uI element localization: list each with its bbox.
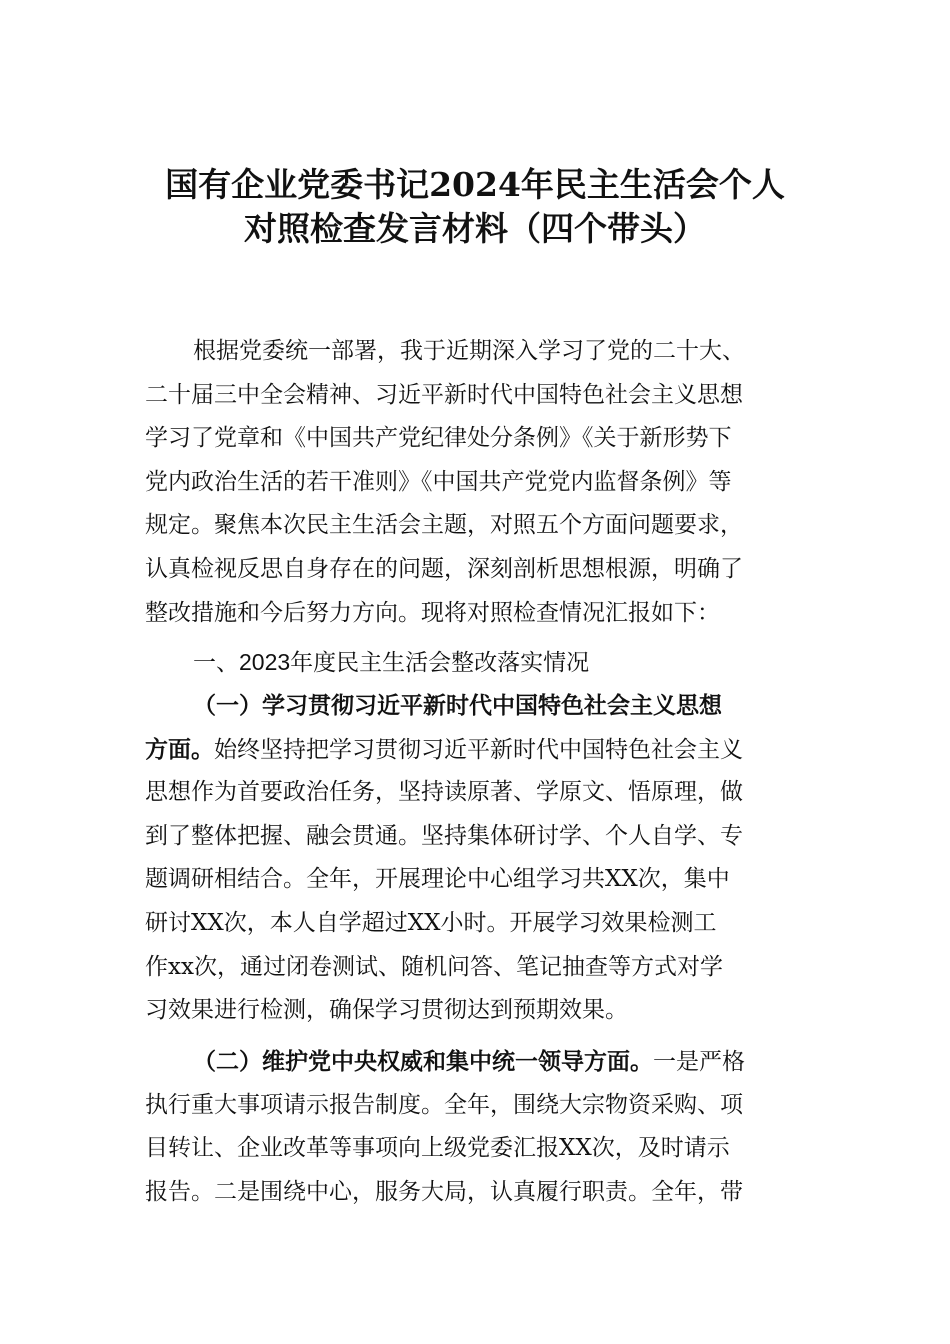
section-1-subsection-2 — [145, 1040, 807, 1214]
para-line — [145, 1040, 807, 1084]
para-line: 思想作为首要政治任务，坚持读原著、学原文、悟原理，做 — [145, 779, 743, 806]
section-heading-1: 一、2023年度民主生活会整改落实情况 — [193, 649, 590, 675]
intro-line: 党内政治生活的若干准则》《中国共产党党内监督条例》等 — [145, 468, 732, 495]
subsection-heading-tail: 方面。 — [145, 735, 214, 763]
intro-line: 规定。聚焦本次民主生活会主题，对照五个方面问题要求， — [145, 512, 743, 539]
intro-line: 整改措施和今后努力方向。现将对照检查情况汇报如下： — [145, 599, 720, 626]
para-text: 始终坚持把学习贯彻习近平新时代中国特色社会主义 — [214, 736, 743, 763]
intro-line: 根据党委统一部署，我于近期深入学习了党的二十大、 — [193, 338, 745, 364]
para-line — [145, 728, 807, 772]
para-line: 研讨XX次，本人自学超过XX小时。开展学习效果检测工 — [145, 909, 717, 936]
document-title-line-2: 对照检查发言材料（四个带头） — [244, 209, 706, 248]
para-line: 习效果进行检测，确保学习贯彻达到预期效果。 — [145, 997, 628, 1024]
subsection-heading: （一）学习贯彻习近平新时代中国特色社会主义思想 — [193, 692, 722, 719]
para-line: 目转让、企业改革等事项向上级党委汇报XX次，及时请示 — [145, 1135, 730, 1162]
intro-paragraph — [145, 330, 807, 635]
para-line: 题调研相结合。全年，开展理论中心组学习共XX次，集中 — [145, 866, 730, 893]
para-text: 一是严格 — [653, 1049, 745, 1075]
para-line: 执行重大事项请示报告制度。全年，围绕大宗物资采购、项 — [145, 1091, 743, 1118]
intro-line: 二十届三中全会精神、习近平新时代中国特色社会主义思想 — [145, 381, 743, 408]
para-line: 到了整体把握、融会贯通。坚持集体研讨学、个人自学、专 — [145, 822, 743, 849]
document-title-line-1: 国有企业党委书记2024年民主生活会个人 — [165, 165, 785, 204]
section-1-subsection-1 — [145, 684, 807, 1033]
subsection-heading: （二）维护党中央权威和集中统一领导方面。 — [193, 1048, 653, 1075]
para-line: 作xx次，通过闭卷测试、随机问答、笔记抽查等方式对学 — [145, 953, 723, 980]
intro-line: 学习了党章和《中国共产党纪律处分条例》《关于新形势下 — [145, 425, 732, 452]
intro-line: 认真检视反思自身存在的问题，深刻剖析思想根源，明确了 — [145, 555, 743, 582]
para-line — [145, 684, 807, 728]
para-line: 报告。二是围绕中心，服务大局，认真履行职责。全年，带 — [145, 1178, 743, 1205]
